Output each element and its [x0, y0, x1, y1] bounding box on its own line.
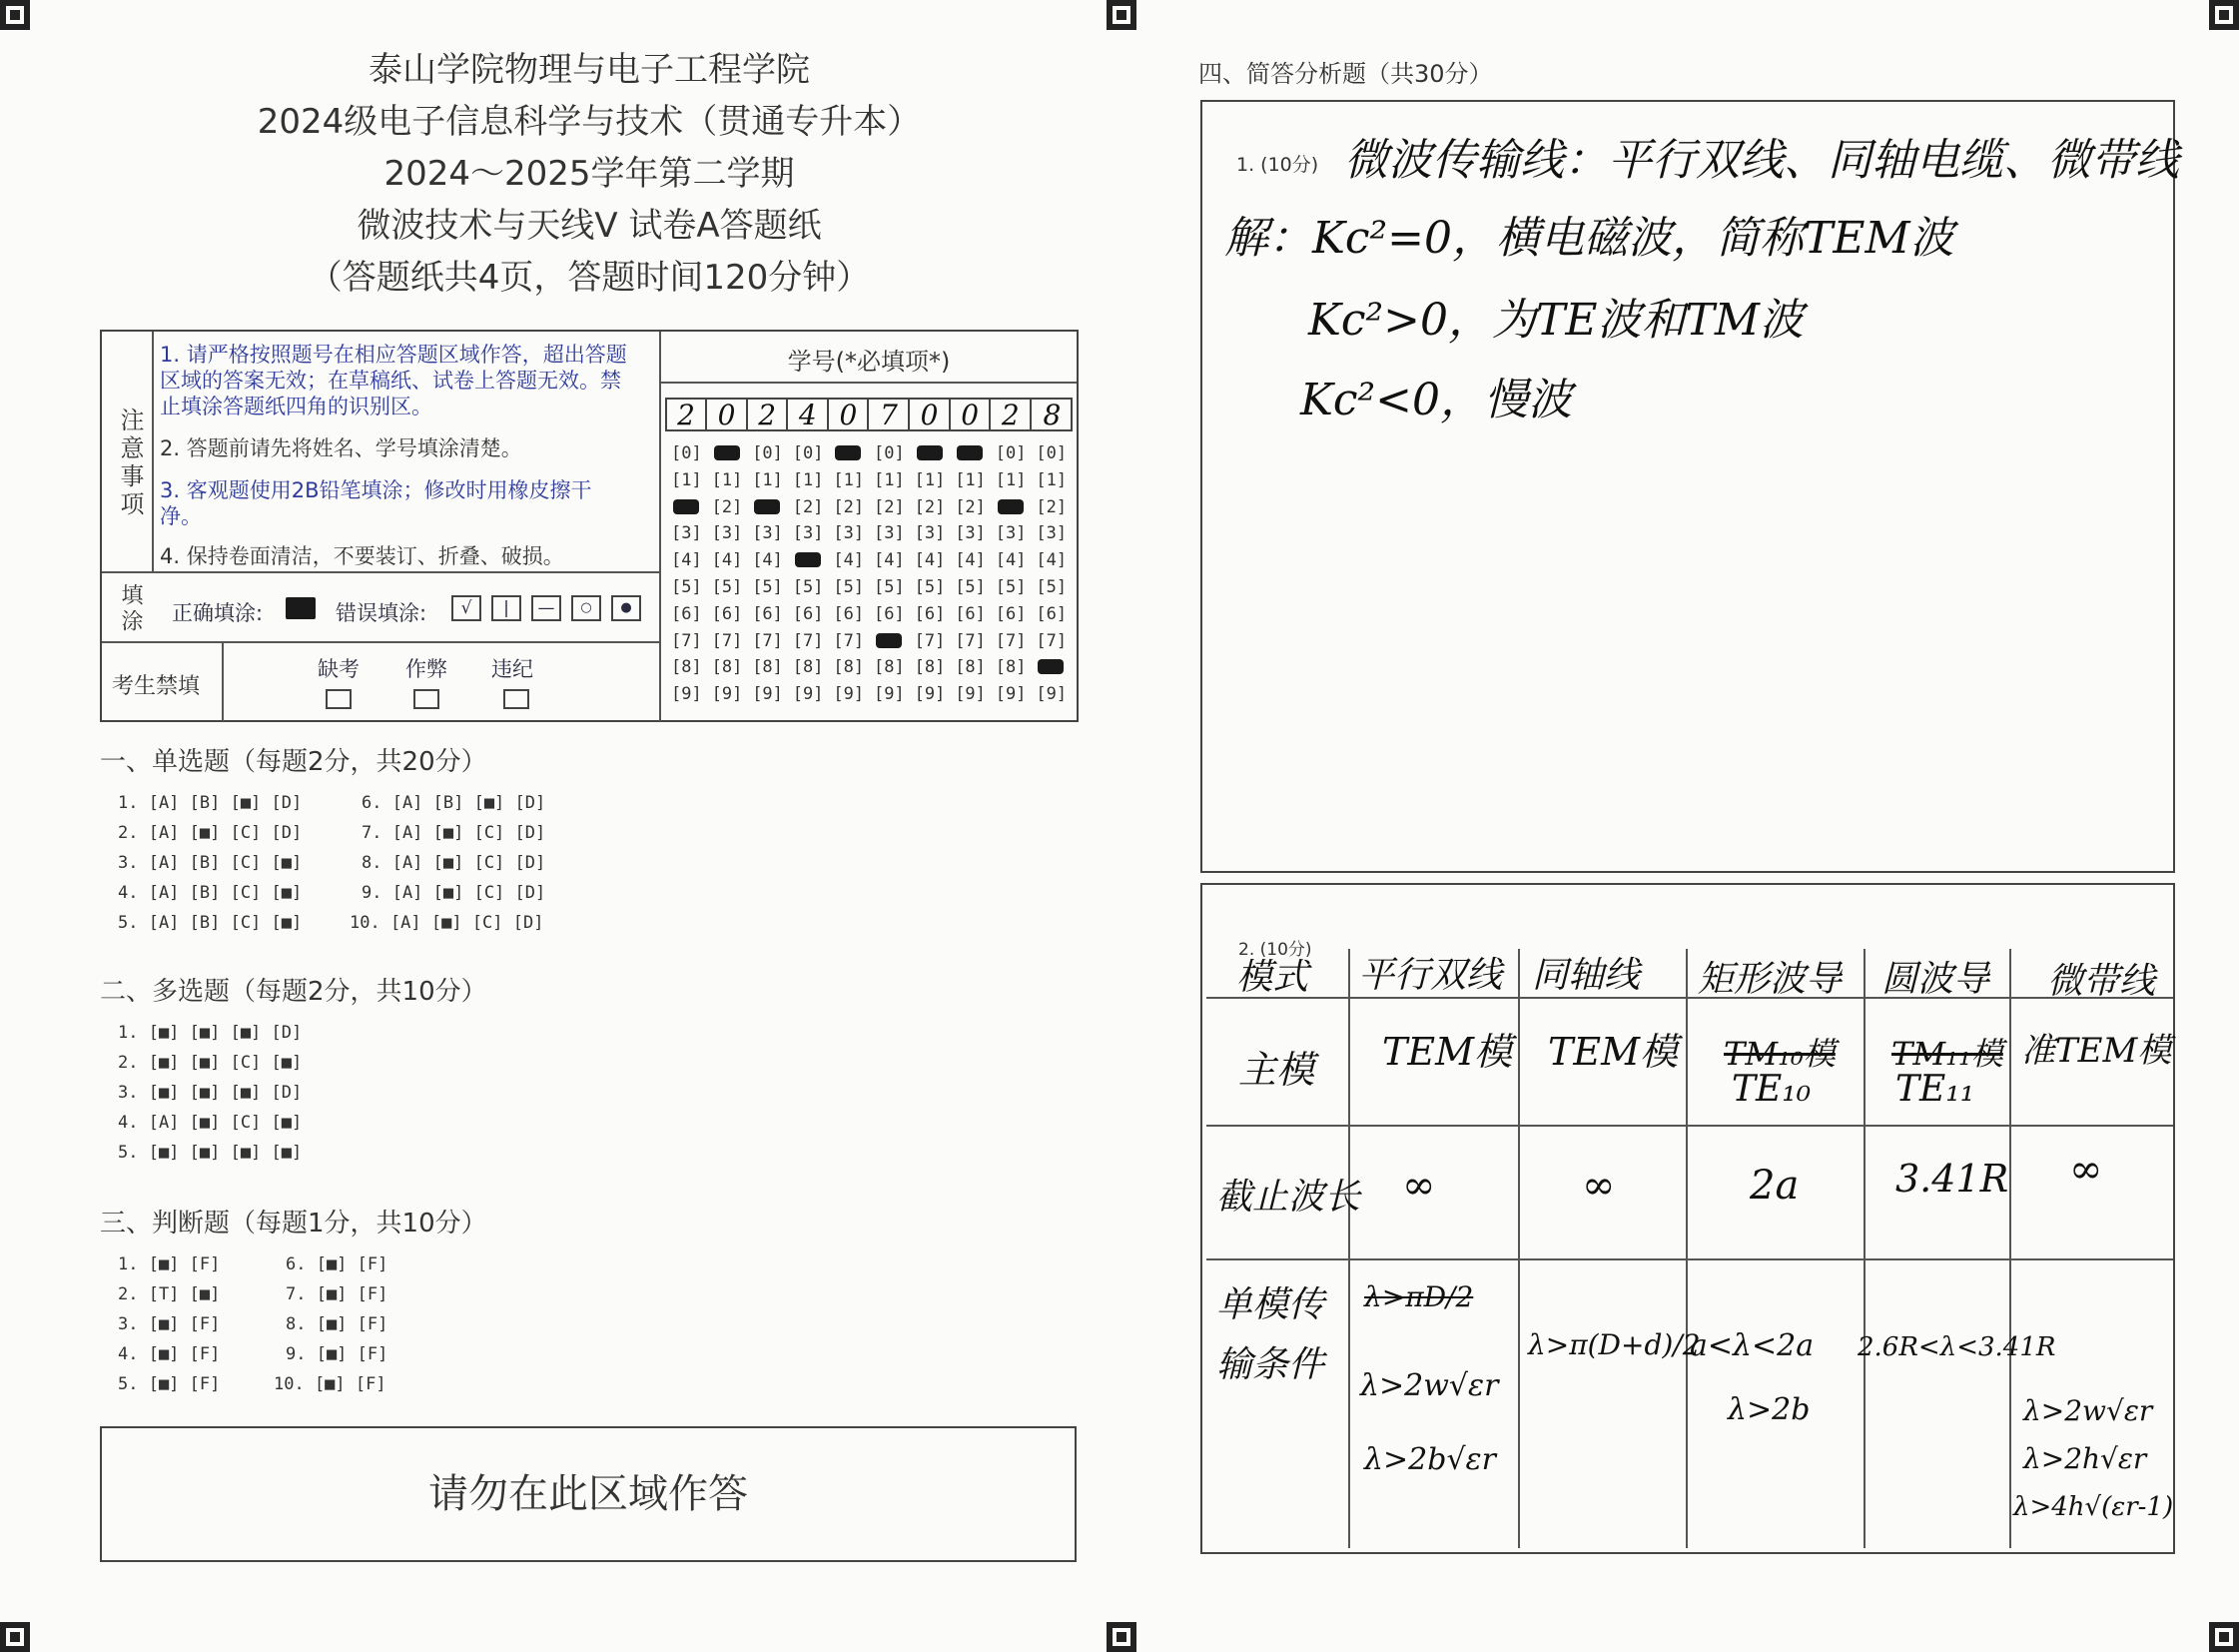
- student-id-bubble[interactable]: [9]: [752, 684, 783, 705]
- cell-circ-cond: 2.6R<λ<3.41R: [1858, 1332, 2056, 1362]
- student-id-bubble[interactable]: [1]: [833, 469, 865, 490]
- student-id-bubble[interactable]: [4]: [711, 550, 743, 571]
- student-id-bubble[interactable]: [7]: [914, 630, 946, 651]
- cheat-label: 作弊: [405, 657, 447, 681]
- multi-q1[interactable]: 1. [■] [■] [■] [D]: [118, 1023, 303, 1043]
- student-id-bubble[interactable]: [5]: [833, 577, 865, 597]
- cell-coaxial-cond: λ>π(D+d)/2: [1528, 1328, 1701, 1361]
- header-semester: 2024～2025学年第二学期: [383, 154, 795, 194]
- cell-microstrip-cutoff: ∞: [2069, 1147, 2103, 1193]
- student-id-bubble[interactable]: [5]: [955, 577, 986, 597]
- student-id-digit: 2: [667, 400, 707, 431]
- note-item-3: 3. 客观题使用2B铅笔填涂；修改时用橡皮擦干净。: [160, 478, 592, 528]
- student-id-bubble-filled[interactable]: [714, 445, 740, 460]
- student-id-bubble[interactable]: [3]: [914, 523, 946, 544]
- table-header-mode: 模式: [1236, 957, 1309, 998]
- cell-circ-cutoff: 3.41R: [1895, 1157, 2009, 1201]
- header-school: 泰山学院物理与电子工程学院: [369, 50, 810, 90]
- student-id-bubble[interactable]: [2]: [914, 496, 946, 517]
- student-id-bubble[interactable]: [6]: [914, 603, 946, 624]
- student-id-bubble[interactable]: [2]: [874, 496, 905, 517]
- header-class: 2024级电子信息科学与技术（贯通专升本）: [257, 102, 922, 142]
- row-cutoff-label: 截止波长: [1216, 1177, 1361, 1218]
- student-id-bubble[interactable]: [1]: [995, 469, 1027, 490]
- fill-title: 填涂: [118, 583, 143, 635]
- student-id-bubble[interactable]: [3]: [671, 523, 702, 544]
- student-id-bubble[interactable]: [2]: [1036, 496, 1068, 517]
- cell-coaxial-main-mode: TEM模: [1548, 1030, 1678, 1074]
- wrong-fill-label: 错误填涂:: [336, 601, 427, 625]
- student-id-bubble[interactable]: [6]: [711, 603, 743, 624]
- wrong-mark-dot: ●: [611, 595, 641, 621]
- student-id-bubble[interactable]: [2]: [955, 496, 986, 517]
- single-q1[interactable]: 1. [A] [B] [■] [D]: [118, 793, 303, 813]
- student-id-bubble[interactable]: [2]: [711, 496, 743, 517]
- cell-parallel-main-mode: TEM模: [1382, 1030, 1512, 1074]
- cell-microstrip-cond-2: λ>2h√εr: [2023, 1442, 2147, 1475]
- section-true-false-title: 三、判断题（每题1分，共10分）: [100, 1209, 487, 1239]
- tf-q2[interactable]: 2. [T] [■]: [118, 1284, 221, 1304]
- student-id-digit: 0: [708, 400, 748, 431]
- registration-marker: [2209, 1622, 2239, 1652]
- student-id-digit: 0: [829, 400, 869, 431]
- student-id-bubble[interactable]: [1]: [671, 469, 702, 490]
- tf-q1[interactable]: 1. [■] [F]: [118, 1254, 221, 1274]
- student-id-bubble[interactable]: [4]: [1036, 550, 1068, 571]
- single-q10[interactable]: 10. [A] [■] [C] [D]: [350, 913, 544, 933]
- student-id-bubble[interactable]: [5]: [671, 577, 702, 597]
- student-id-digit: 2: [992, 400, 1032, 431]
- forbidden-title: 考生禁填: [112, 674, 201, 699]
- student-id-bubble[interactable]: [5]: [1036, 577, 1068, 597]
- student-id-bubble[interactable]: [0]: [752, 443, 783, 463]
- absent-label: 缺考: [318, 657, 360, 681]
- row-single-mode-label-2: 输条件: [1216, 1344, 1325, 1385]
- cell-coaxial-cutoff: ∞: [1582, 1163, 1616, 1209]
- row-single-mode-label-1: 单模传: [1216, 1284, 1325, 1325]
- student-id-bubble[interactable]: [7]: [671, 630, 702, 651]
- student-id-bubble-filled[interactable]: [998, 499, 1024, 514]
- student-id-bubble[interactable]: [6]: [792, 603, 824, 624]
- no-answer-label: 请勿在此区域作答: [428, 1471, 748, 1517]
- student-id-bubble[interactable]: [3]: [1036, 523, 1068, 544]
- cell-parallel-cond-1: λ>2w√εr: [1360, 1368, 1499, 1403]
- student-id-digit: 7: [870, 400, 910, 431]
- student-id-bubble[interactable]: [4]: [671, 550, 702, 571]
- registration-marker: [1107, 0, 1136, 30]
- no-answer-area: [100, 1426, 1077, 1562]
- q2-label: 2. (10分): [1238, 940, 1312, 960]
- correct-fill-sample: [286, 597, 316, 619]
- student-id-bubble[interactable]: [8]: [671, 657, 702, 678]
- wrong-mark-circle: ○: [571, 595, 601, 621]
- student-id-bubble[interactable]: [5]: [874, 577, 905, 597]
- wrong-fill-samples: [451, 595, 647, 623]
- student-id-bubble[interactable]: [7]: [955, 630, 986, 651]
- single-q8[interactable]: 8. [A] [■] [C] [D]: [362, 853, 546, 873]
- single-q5[interactable]: 5. [A] [B] [C] [■]: [118, 913, 303, 933]
- student-id-bubble[interactable]: [4]: [995, 550, 1027, 571]
- tf-q7[interactable]: 7. [■] [F]: [286, 1284, 388, 1304]
- student-id-bubble[interactable]: [7]: [1036, 630, 1068, 651]
- registration-marker: [0, 1622, 30, 1652]
- student-id-bubble-filled[interactable]: [754, 499, 780, 514]
- student-id-bubble-filled[interactable]: [957, 445, 983, 460]
- student-id-bubble[interactable]: [3]: [792, 523, 824, 544]
- single-q4[interactable]: 4. [A] [B] [C] [■]: [118, 883, 303, 903]
- single-q2[interactable]: 2. [A] [■] [C] [D]: [118, 823, 303, 843]
- table-header-parallel-line: 平行双线: [1358, 955, 1503, 996]
- student-id-bubble[interactable]: [6]: [955, 603, 986, 624]
- student-id-bubble[interactable]: [1]: [752, 469, 783, 490]
- cheat-checkbox[interactable]: [413, 689, 439, 709]
- absent-checkbox[interactable]: [326, 689, 352, 709]
- wrong-mark-bar: |: [491, 595, 521, 621]
- student-id-bubble[interactable]: [4]: [752, 550, 783, 571]
- cell-parallel-cond-2: λ>2b√εr: [1364, 1442, 1496, 1477]
- student-id-bubble[interactable]: [2]: [833, 496, 865, 517]
- cell-microstrip-cond-3: λ>4h√(εr-1): [2013, 1492, 2174, 1522]
- cell-rect-cond-1: a<λ<2a: [1690, 1328, 1815, 1363]
- student-id-bubble-filled[interactable]: [835, 445, 861, 460]
- student-id-bubble[interactable]: [6]: [874, 603, 905, 624]
- student-id-bubble[interactable]: [6]: [1036, 603, 1068, 624]
- multi-q2[interactable]: 2. [■] [■] [C] [■]: [118, 1053, 303, 1073]
- cell-parallel-cutoff: ∞: [1402, 1163, 1436, 1209]
- student-id-bubble[interactable]: [3]: [833, 523, 865, 544]
- student-id-bubble[interactable]: [5]: [752, 577, 783, 597]
- student-id-bubble[interactable]: [9]: [711, 684, 743, 705]
- registration-marker: [2209, 0, 2239, 30]
- student-id-bubble[interactable]: [7]: [711, 630, 743, 651]
- section-single-choice-title: 一、单选题（每题2分，共20分）: [100, 747, 487, 777]
- student-id-bubble[interactable]: [6]: [995, 603, 1027, 624]
- student-id-bubble[interactable]: [5]: [711, 577, 743, 597]
- single-q6[interactable]: 6. [A] [B] [■] [D]: [362, 793, 546, 813]
- wrong-mark-check: √: [451, 595, 481, 621]
- student-id-bubble[interactable]: [0]: [671, 443, 702, 463]
- student-id-bubble[interactable]: [3]: [711, 523, 743, 544]
- student-id-bubble[interactable]: [7]: [752, 630, 783, 651]
- cell-rect-cutoff: 2a: [1750, 1163, 1800, 1209]
- row-main-mode-label: 主模: [1238, 1048, 1315, 1092]
- single-q3[interactable]: 3. [A] [B] [C] [■]: [118, 853, 303, 873]
- student-id-bubble[interactable]: [9]: [955, 684, 986, 705]
- tf-q9[interactable]: 9. [■] [F]: [286, 1344, 388, 1364]
- tf-q4[interactable]: 4. [■] [F]: [118, 1344, 221, 1364]
- student-id-bubble-filled[interactable]: [673, 499, 699, 514]
- notes-title: 注意事项: [116, 408, 144, 519]
- student-id-bubble-filled[interactable]: [1038, 659, 1064, 674]
- single-q7[interactable]: 7. [A] [■] [C] [D]: [362, 823, 546, 843]
- cell-circ-main-mode: TE₁₁: [1895, 1069, 1975, 1110]
- student-id-bubble[interactable]: [7]: [833, 630, 865, 651]
- student-id-bubble[interactable]: [8]: [914, 657, 946, 678]
- violation-checkbox[interactable]: [503, 689, 529, 709]
- wrong-mark-dash: —: [531, 595, 561, 621]
- cell-parallel-cond-struck: λ>πD/2: [1364, 1280, 1474, 1313]
- note-item-1: 1. 请严格按照题号在相应答题区域作答，超出答题区域的答案无效；在草稿纸、试卷上答题无效。禁止填涂答题纸四角的识别区。: [160, 343, 627, 418]
- multi-q3[interactable]: 3. [■] [■] [■] [D]: [118, 1083, 303, 1103]
- q1-answer-line-2: 解：Kc²=0，横电磁波，简称TEM波: [1224, 213, 1954, 264]
- student-id-bubble[interactable]: [8]: [955, 657, 986, 678]
- student-id-digit: 4: [789, 400, 829, 431]
- cell-circ-main-mode-struck: TM₁₁模: [1891, 1035, 2003, 1073]
- student-id-bubble[interactable]: [5]: [914, 577, 946, 597]
- student-id-bubble[interactable]: [3]: [955, 523, 986, 544]
- student-id-bubble[interactable]: [5]: [995, 577, 1027, 597]
- student-id-bubble[interactable]: [8]: [995, 657, 1027, 678]
- student-id-bubble[interactable]: [8]: [833, 657, 865, 678]
- q1-answer-line-1: 微波传输线：平行双线、同轴电缆、微带线: [1344, 135, 2179, 186]
- student-id-digit: 0: [911, 400, 951, 431]
- student-id-bubble[interactable]: [4]: [955, 550, 986, 571]
- tf-q8[interactable]: 8. [■] [F]: [286, 1314, 388, 1334]
- cell-rect-cond-2: λ>2b: [1728, 1392, 1811, 1427]
- student-id-bubble[interactable]: [1]: [914, 469, 946, 490]
- cell-microstrip-main-mode: 准TEM模: [2021, 1031, 2172, 1071]
- section-multi-choice-title: 二、多选题（每题2分，共10分）: [100, 977, 487, 1007]
- q1-answer-line-3: Kc²>0，为TE波和TM波: [1308, 295, 1804, 346]
- table-header-microstrip: 微带线: [2047, 961, 2156, 1002]
- student-id-bubble[interactable]: [6]: [752, 603, 783, 624]
- student-id-bubble[interactable]: [3]: [995, 523, 1027, 544]
- student-id-bubble[interactable]: [0]: [995, 443, 1027, 463]
- student-id-bubble[interactable]: [0]: [792, 443, 824, 463]
- student-id-bubble[interactable]: [8]: [711, 657, 743, 678]
- student-id-bubble[interactable]: [1]: [1036, 469, 1068, 490]
- cell-rect-main-mode-struck: TM₁₀模: [1724, 1035, 1836, 1073]
- header-page-info: （答题纸共4页，答题时间120分钟）: [308, 258, 871, 298]
- student-id-title: 学号(*必填项*): [787, 348, 951, 376]
- tf-q10[interactable]: 10. [■] [F]: [274, 1374, 386, 1394]
- section-short-answer-title: 四、简答分析题（共30分）: [1198, 60, 1493, 88]
- tf-q3[interactable]: 3. [■] [F]: [118, 1314, 221, 1334]
- student-id-bubble[interactable]: [3]: [752, 523, 783, 544]
- registration-marker: [0, 0, 30, 30]
- student-id-bubble[interactable]: [7]: [995, 630, 1027, 651]
- student-id-bubble[interactable]: [1]: [955, 469, 986, 490]
- student-id-bubble[interactable]: [0]: [1036, 443, 1068, 463]
- student-id-bubble[interactable]: [1]: [711, 469, 743, 490]
- student-id-bubble[interactable]: [1]: [792, 469, 824, 490]
- correct-fill-label: 正确填涂:: [172, 601, 264, 625]
- student-id-bubble[interactable]: [4]: [914, 550, 946, 571]
- student-id-bubble[interactable]: [9]: [792, 684, 824, 705]
- student-id-digit: 0: [951, 400, 991, 431]
- q1-label: 1. (10分): [1236, 154, 1319, 176]
- student-id-bubble[interactable]: [9]: [833, 684, 865, 705]
- multi-q4[interactable]: 4. [A] [■] [C] [■]: [118, 1113, 303, 1133]
- note-item-4: 4. 保持卷面清洁，不要装订、折叠、破损。: [160, 544, 564, 568]
- student-id-bubble[interactable]: [0]: [874, 443, 905, 463]
- student-id-digit: 8: [1043, 399, 1062, 431]
- student-id-bubble-filled[interactable]: [795, 552, 821, 567]
- table-header-coaxial: 同轴线: [1532, 955, 1641, 996]
- table-header-rect-waveguide: 矩形波导: [1698, 959, 1843, 1000]
- header-exam-title: 微波技术与天线Ⅴ 试卷A答题纸: [357, 206, 822, 246]
- student-id-bubble[interactable]: [9]: [995, 684, 1027, 705]
- student-id-bubble[interactable]: [7]: [792, 630, 824, 651]
- student-id-bubble[interactable]: [8]: [792, 657, 824, 678]
- multi-q5[interactable]: 5. [■] [■] [■] [■]: [118, 1143, 303, 1163]
- tf-q6[interactable]: 6. [■] [F]: [286, 1254, 388, 1274]
- single-q9[interactable]: 9. [A] [■] [C] [D]: [362, 883, 546, 903]
- violation-label: 违纪: [491, 657, 533, 681]
- student-id-bubble[interactable]: [4]: [874, 550, 905, 571]
- student-id-bubble[interactable]: [9]: [671, 684, 702, 705]
- tf-q5[interactable]: 5. [■] [F]: [118, 1374, 221, 1394]
- registration-marker: [1107, 1622, 1136, 1652]
- student-id-bubble[interactable]: [5]: [792, 577, 824, 597]
- student-id-bubble[interactable]: [9]: [1036, 684, 1068, 705]
- student-id-bubble[interactable]: [6]: [833, 603, 865, 624]
- student-id-digit: 2: [748, 400, 788, 431]
- student-id-bubble[interactable]: [4]: [833, 550, 865, 571]
- student-id-bubble[interactable]: [9]: [874, 684, 905, 705]
- q1-answer-line-4: Kc²<0，慢波: [1300, 375, 1573, 425]
- cell-rect-main-mode: TE₁₀: [1732, 1069, 1812, 1110]
- student-id-bubble[interactable]: [8]: [752, 657, 783, 678]
- student-id-bubble[interactable]: [8]: [874, 657, 905, 678]
- student-id-bubble-filled[interactable]: [876, 633, 902, 648]
- student-id-bubble-filled[interactable]: [917, 445, 943, 460]
- student-id-bubble[interactable]: [6]: [671, 603, 702, 624]
- note-item-2: 2. 答题前请先将姓名、学号填涂清楚。: [160, 436, 522, 460]
- student-id-bubble[interactable]: [1]: [874, 469, 905, 490]
- student-id-bubble[interactable]: [9]: [914, 684, 946, 705]
- cell-microstrip-cond-1: λ>2w√εr: [2023, 1394, 2153, 1427]
- table-header-circ-waveguide: 圆波导: [1881, 959, 1990, 1000]
- student-id-bubble[interactable]: [2]: [792, 496, 824, 517]
- student-id-bubble[interactable]: [3]: [874, 523, 905, 544]
